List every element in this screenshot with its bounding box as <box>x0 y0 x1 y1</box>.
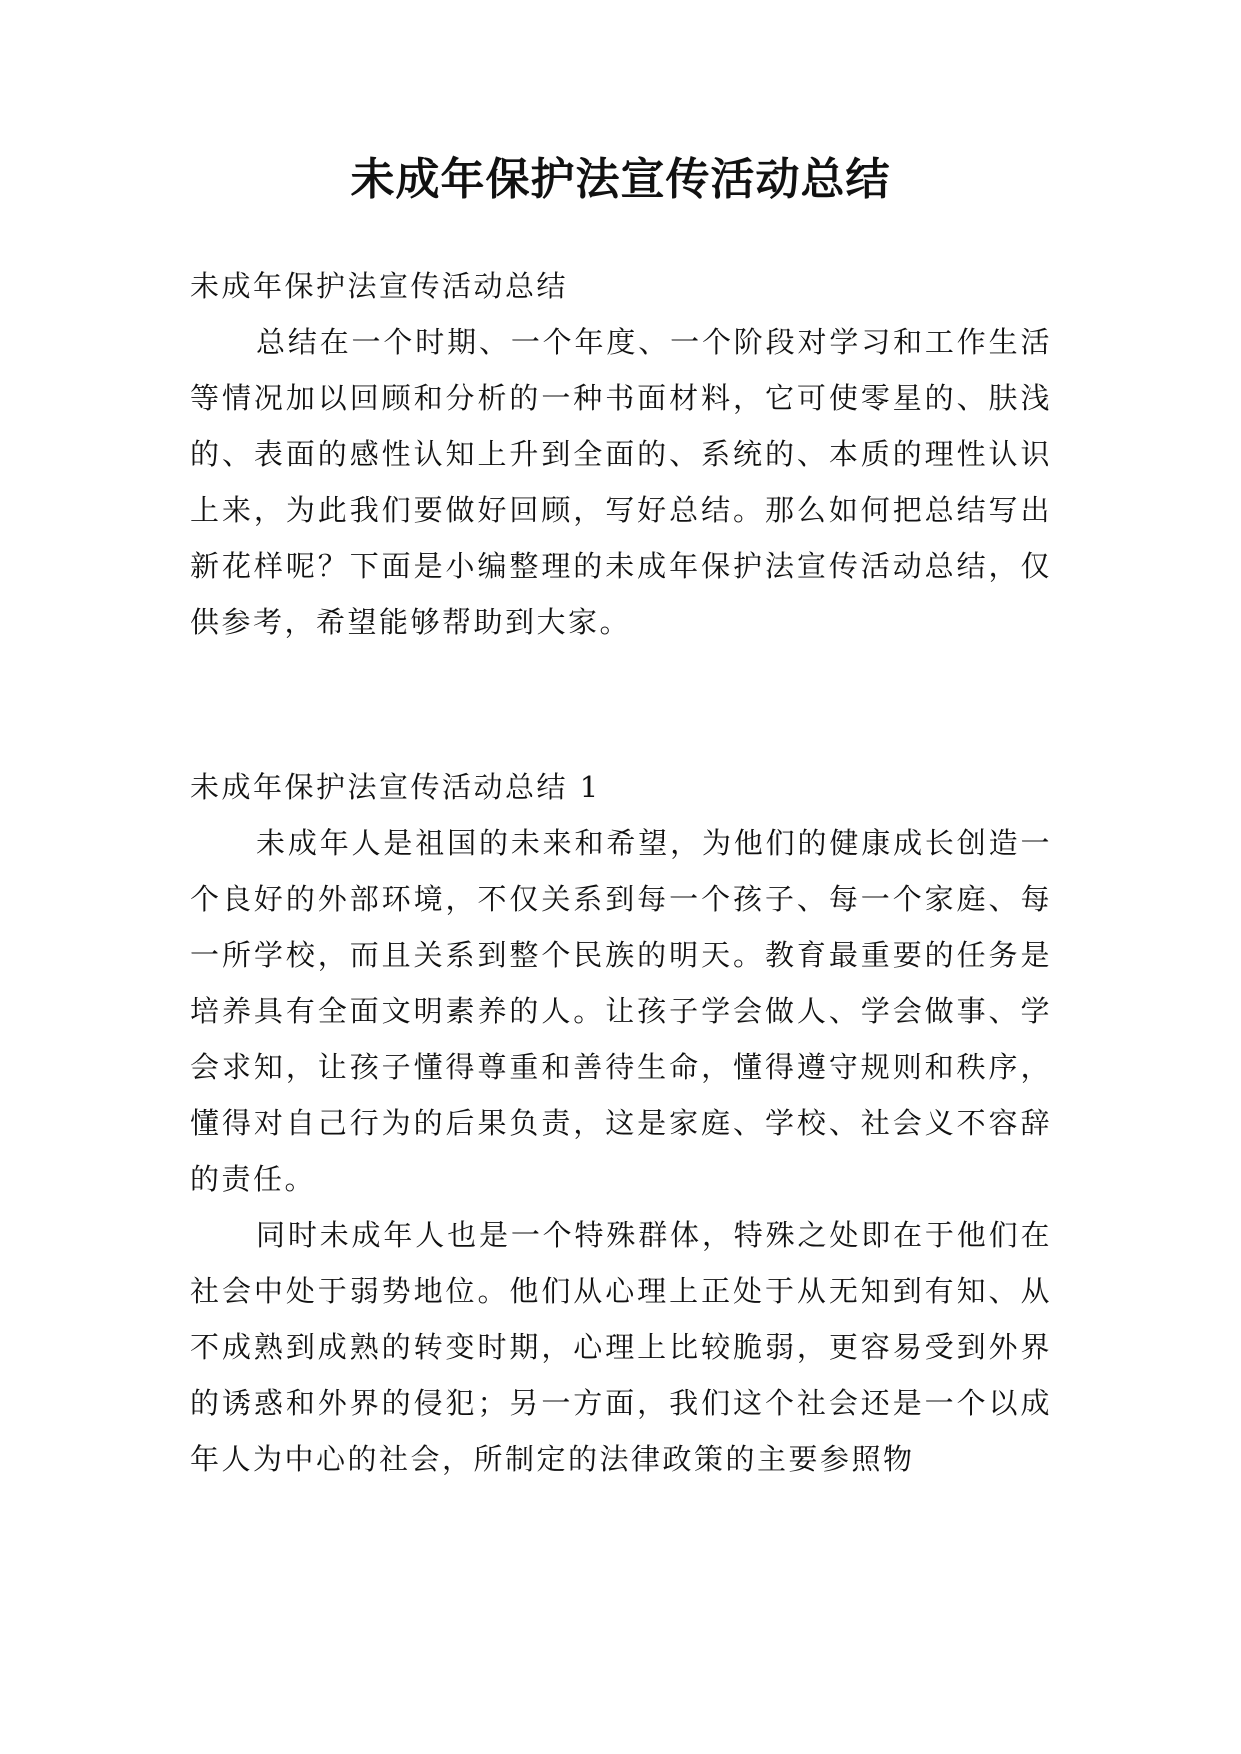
section-1 <box>190 759 1052 1487</box>
section-1-heading: 未成年保护法宣传活动总结 1 <box>190 770 601 804</box>
section-1-paragraph-1: 未成年人是祖国的未来和希望，为他们的健康成长创造一个良好的外部环境，不仅关系到每一个孩子、每一个家庭、每一所学校，而且关系到整个民族的明天。教育最重要的任务是培养具有全面文明素养的人。让孩子学会做人、学会做事、学会求知，让孩子懂得尊重和善待生命，懂得遵守规则和秩序，懂得对自己行为的后果负责，这是家庭、学校、社会义不容辞的责任。 <box>190 826 1052 1196</box>
intro-section <box>190 258 1052 650</box>
section-1-paragraph-2: 同时未成年人也是一个特殊群体，特殊之处即在于他们在社会中处于弱势地位。他们从心理上正处于从无知到有知、从不成熟到成熟的转变时期，心理上比较脆弱，更容易受到外界的诱惑和外界的侵犯；另一方面，我们这个社会还是一个以成年人为中心的社会，所制定的法律政策的主要参照物 <box>190 1218 1052 1476</box>
intro-paragraph: 总结在一个时期、一个年度、一个阶段对学习和工作生活等情况加以回顾和分析的一种书面材料，它可使零星的、肤浅的、表面的感性认知上升到全面的、系统的、本质的理性认识上来，为此我们要做好回顾，写好总结。那么如何把总结写出新花样呢？下面是小编整理的未成年保护法宣传活动总结，仅供参考，希望能够帮助到大家。 <box>190 325 1052 639</box>
intro-heading: 未成年保护法宣传活动总结 <box>190 269 569 303</box>
document-title: 未成年保护法宣传活动总结 <box>350 154 891 205</box>
